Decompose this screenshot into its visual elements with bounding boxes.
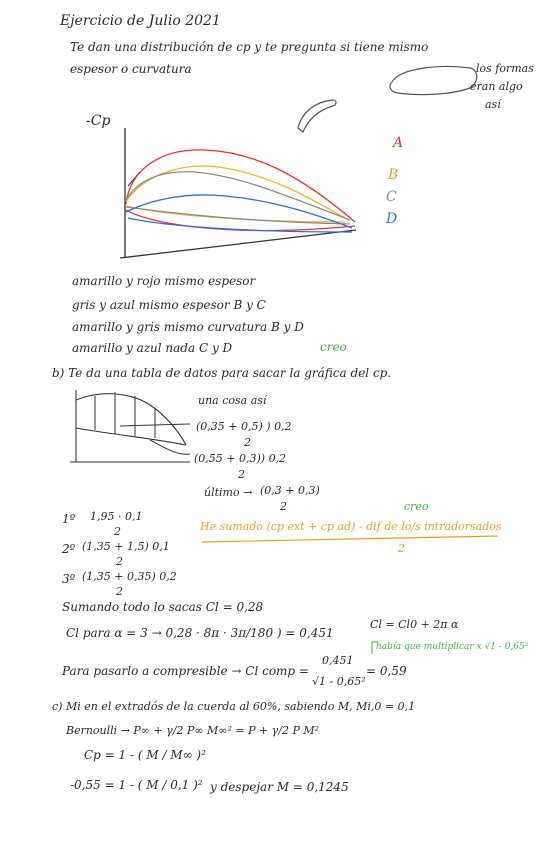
step1-num: 1,95 · 0,1 (90, 510, 143, 523)
comparison-3: amarillo y gris mismo curvatura B y D (72, 320, 304, 334)
statement-line-2: espesor o curvatura (70, 62, 192, 76)
cp-eq: Cp = 1 - ( M / M∞ )² (84, 748, 206, 762)
orange-note: He sumado (cp ext + cp ad) - dif de lo/s intradorsados (200, 520, 502, 533)
step1-label: 1º (62, 512, 76, 526)
step1-den: 2 (114, 525, 121, 538)
comparison-1: amarillo y rojo mismo espesor (72, 274, 256, 288)
bernoulli-eq: Bernoulli → P∞ + γ/2 P∞ M∞² = P + γ/2 P M² (66, 724, 320, 737)
orange-underline (202, 536, 498, 542)
cl-line: Cl para α = 3 → 0,28 · 8π · 3π/180 ) = 0,451 (66, 626, 334, 640)
step2-label: 2º (62, 542, 76, 556)
compress-result: = 0,59 (366, 664, 407, 678)
legend-D: D (386, 211, 398, 227)
expr3-num: (0,3 + 0,3) (260, 484, 320, 497)
section-b-heading: b) Te da una tabla de datos para sacar la gráfica del cp. (52, 366, 392, 380)
sketch-note: una cosa así (198, 394, 267, 407)
expr1-den: 2 (244, 436, 251, 449)
sketch-lower (76, 428, 186, 445)
step2-num: (1,35 + 1,5) 0,1 (82, 540, 170, 553)
legend-B: B (388, 167, 399, 183)
curve-D-blue (126, 195, 352, 232)
expr1-num: (0,35 + 0,5) ) 0,2 (196, 420, 292, 433)
exercise-title: Ejercicio de Julio 2021 (60, 13, 221, 29)
compress-line: Para pasarlo a compresible → Cl comp = (62, 664, 309, 678)
orange-note-den: 2 (398, 542, 405, 555)
section-c-heading: c) Mi en el extradós de la cuerda al 60%, sabiendo M, Mi,0 = 0,1 (52, 700, 416, 713)
creo-note-1: creo (320, 340, 347, 354)
profile-note-3: así (485, 98, 501, 111)
compress-den: √1 - 0,65² (312, 675, 366, 688)
expr2-num: (0,55 + 0,3)) 0,2 (194, 452, 287, 465)
step3-label: 3º (62, 572, 76, 586)
expr2-den: 2 (238, 468, 245, 481)
cl-formula: Cl = Cl0 + 2π α (370, 618, 459, 631)
profile-note-2: eran algo (470, 80, 523, 93)
final-eq: -0,55 = 1 - ( M / 0,1 )² (70, 778, 203, 792)
step3-den: 2 (116, 585, 123, 598)
compress-note: había que multiplicar x √1 - 0,65² (376, 642, 529, 652)
legend-C: C (386, 189, 397, 205)
sum-line: Sumando todo lo sacas Cl = 0,28 (62, 600, 264, 614)
comparison-2: gris y azul mismo espesor B y C (72, 298, 266, 312)
chart-x-axis (120, 230, 356, 258)
comparison-4: amarillo y azul nada C y D (72, 341, 233, 355)
profile-note-1: los formas (476, 62, 534, 75)
expr3-den: 2 (280, 500, 287, 513)
legend-A: A (393, 135, 404, 151)
compress-num: 0,451 (322, 654, 354, 667)
step3-num: (1,35 + 0,35) 0,2 (82, 570, 177, 583)
sketch-curve (76, 394, 186, 445)
airfoil-sketch (390, 67, 477, 95)
airfoil-small (298, 100, 336, 132)
creo-note-2: creo (404, 500, 429, 513)
statement-line-1: Te dan una distribución de cp y te pregunta si tiene mismo (70, 40, 429, 54)
chart-ylabel: -Cp (86, 113, 111, 129)
expr3-label: último → (204, 486, 253, 499)
step2-den: 2 (116, 555, 123, 568)
despejar-result: y despejar M = 0,1245 (210, 780, 349, 794)
